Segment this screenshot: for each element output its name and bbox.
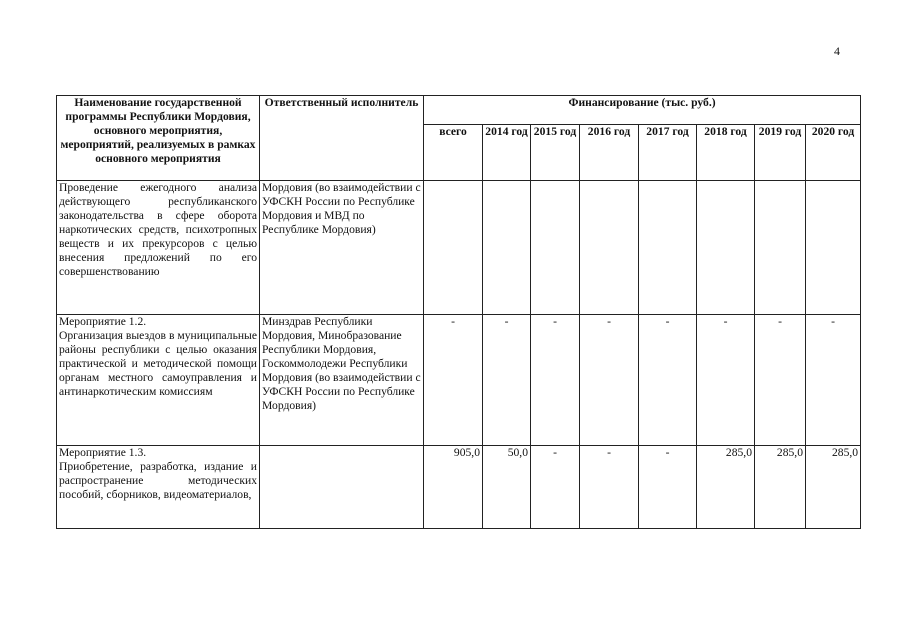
value-2016: - <box>580 446 639 529</box>
activity-title: Мероприятие 1.2. <box>59 315 147 328</box>
column-header-2016: 2016 год <box>580 125 639 181</box>
value-2018 <box>697 181 755 315</box>
value-2015: - <box>531 446 580 529</box>
value-2018: - <box>697 315 755 446</box>
value-2014: 50,0 <box>483 446 531 529</box>
column-header-2014: 2014 год <box>483 125 531 181</box>
value-2017: - <box>639 446 697 529</box>
table-row <box>57 315 861 446</box>
executor-cell: Мордовия (во взаимодействии с УФСКН России по Республике Мордовия и МВД по Республике Мордовия) <box>260 181 424 315</box>
header-row <box>57 96 861 125</box>
column-header-2018: 2018 год <box>697 125 755 181</box>
executor-cell <box>260 446 424 529</box>
activity-name-cell <box>57 315 260 446</box>
column-header-total: всего <box>424 125 483 181</box>
activity-name: Приобретение, разработка, издание и распространение методических пособий, сборников, видеоматериалов, <box>59 460 257 501</box>
value-2015 <box>531 181 580 315</box>
value-2018: 285,0 <box>697 446 755 529</box>
value-2014: - <box>483 315 531 446</box>
value-2017 <box>639 181 697 315</box>
value-total: - <box>424 315 483 446</box>
activity-name-cell <box>57 446 260 529</box>
activity-name-cell <box>57 181 260 315</box>
value-2016 <box>580 181 639 315</box>
page-number: 4 <box>834 44 840 58</box>
value-2015: - <box>531 315 580 446</box>
value-2019: - <box>755 315 806 446</box>
activity-title: Мероприятие 1.3. <box>59 446 147 459</box>
column-header-financing: Финансирование (тыс. руб.) <box>424 96 861 125</box>
value-total <box>424 181 483 315</box>
activity-name: Организация выездов в муниципальные районы республики с целью оказания практической и методической помощи органам местного самоуправления и антинаркотическим комиссиям <box>59 329 257 398</box>
executor-cell: Минздрав Республики Мордовия, Минобразование Республики Мордовия, Госкоммолодежи Республики Мордовия (во взаимодействии с УФСКН России по Республике Мордовия) <box>260 315 424 446</box>
value-2016: - <box>580 315 639 446</box>
column-header-executor: Ответственный исполнитель <box>260 96 424 181</box>
financing-table <box>56 95 861 529</box>
column-header-2019: 2019 год <box>755 125 806 181</box>
value-2019: 285,0 <box>755 446 806 529</box>
value-2020 <box>806 181 861 315</box>
value-2020: - <box>806 315 861 446</box>
column-header-name: Наименование государственной программы Республики Мордовия, основного мероприятия, мероприятий, реализуемых в рамках основного мероприятия <box>57 96 260 181</box>
value-2019 <box>755 181 806 315</box>
column-header-2020: 2020 год <box>806 125 861 181</box>
value-2020: 285,0 <box>806 446 861 529</box>
column-header-2017: 2017 год <box>639 125 697 181</box>
activity-name: Проведение ежегодного анализа действующего республиканского законодательства в сфере оборота наркотических средств, психотропных веществ и их прекурсоров с целью внесения предложений по его совершенствованию <box>59 181 257 278</box>
table-row <box>57 181 861 315</box>
table-row <box>57 446 861 529</box>
value-total: 905,0 <box>424 446 483 529</box>
value-2017: - <box>639 315 697 446</box>
value-2014 <box>483 181 531 315</box>
column-header-2015: 2015 год <box>531 125 580 181</box>
